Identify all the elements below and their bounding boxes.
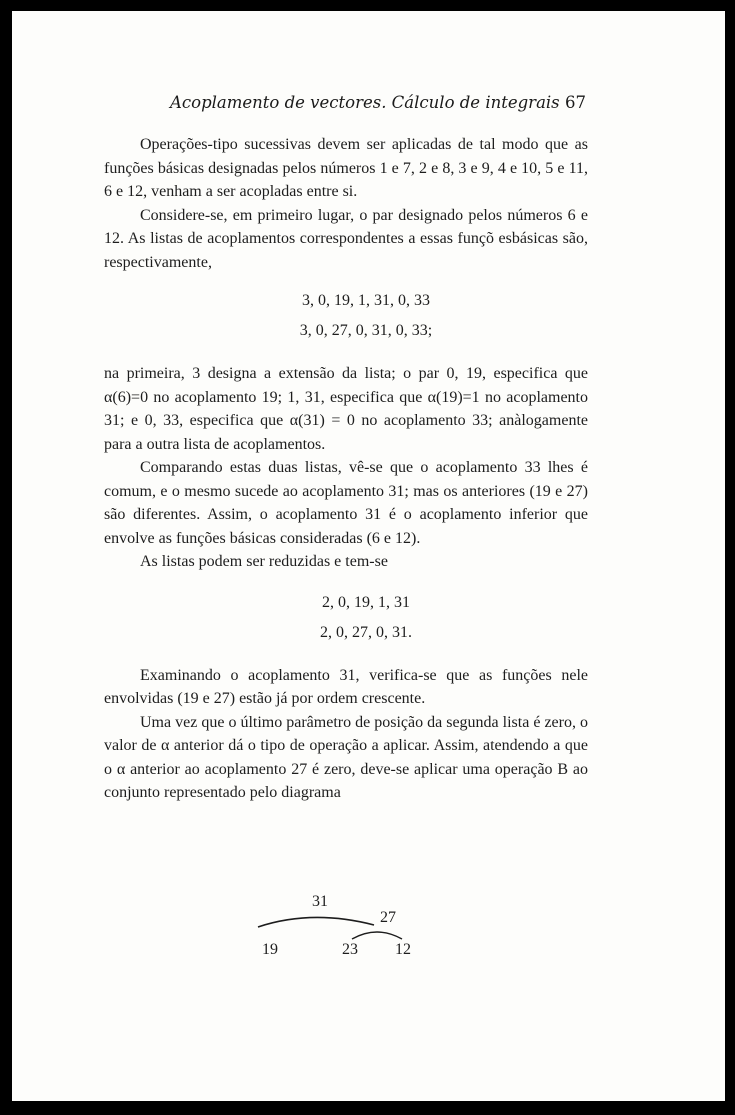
coupling-diagram [252,889,452,969]
paragraph: na primeira, 3 designa a extensão da lista; o par 0, 19, especifica que α(6)=0 no acoplamento 19; 1, 31, especifica que α(19)=1 no acoplamento 31; e 0, 33, especifica que α(31) = 0 no acoplamento 33; anàlogamente para a outra lista de acoplamentos. [104,365,588,453]
diagram-label-right: 12 [395,941,411,958]
list-line: 2, 0, 27, 0, 31. [320,623,412,641]
book-page [12,11,725,1101]
paragraph: Considere-se, em primeiro lugar, o par designado pelos números 6 e 12. As listas de acoplamentos correspondentes a essas funçõ esbásicas são, respectivamente, [104,206,588,271]
paragraph: Operações-tipo sucessivas devem ser aplicadas de tal modo que as funções básicas designadas pelos números 1 e 7, 2 e 8, 3 e 9, 4 e 10, 5 e 11, 6 e 12, venham a ser acopladas entre si. [104,136,588,200]
diagram-label-mid: 27 [380,909,396,926]
chapter-title: Acoplamento de vectores. Cálculo de integrais [170,93,560,112]
paragraph: As listas podem ser reduzidas e tem-se [140,553,388,570]
reduced-lists [104,588,588,648]
page-number: 67 [565,93,586,112]
list-line: 2, 0, 19, 1, 31 [322,593,410,611]
diagram-label-top: 31 [312,893,328,910]
paragraph: Uma vez que o último parâmetro de posição da segunda lista é zero, o valor de α anterior dá o tipo de operação a aplicar. Assim, atendendo a que o α anterior ao acoplamento 27 é zero, deve-se aplicar uma operação B ao conjunto representado pelo diagrama [104,713,588,801]
diagram-label-center: 23 [342,941,358,958]
paragraph: Comparando estas duas listas, vê-se que o acoplamento 33 lhes é comum, e o mesmo sucede ao acoplamento 31; mas os anteriores (19 e 27) são diferentes. Assim, o acoplamento 31 é o acoplamento inferior que envolve as funções básicas consideradas (6 e 12). [104,459,588,547]
page-body [104,133,588,805]
arc-27 [352,932,402,939]
paragraph: Examinando o acoplamento 31, verifica-se que as funções nele envolvidas (19 e 27) estão já por ordem crescente. [104,666,588,707]
running-header [170,93,586,112]
arc-31 [258,917,374,927]
list-line: 3, 0, 19, 1, 31, 0, 33 [302,292,430,309]
coupling-lists [104,286,588,346]
list-line: 3, 0, 27, 0, 31, 0, 33; [299,322,433,339]
diagram-label-left: 19 [262,941,278,958]
